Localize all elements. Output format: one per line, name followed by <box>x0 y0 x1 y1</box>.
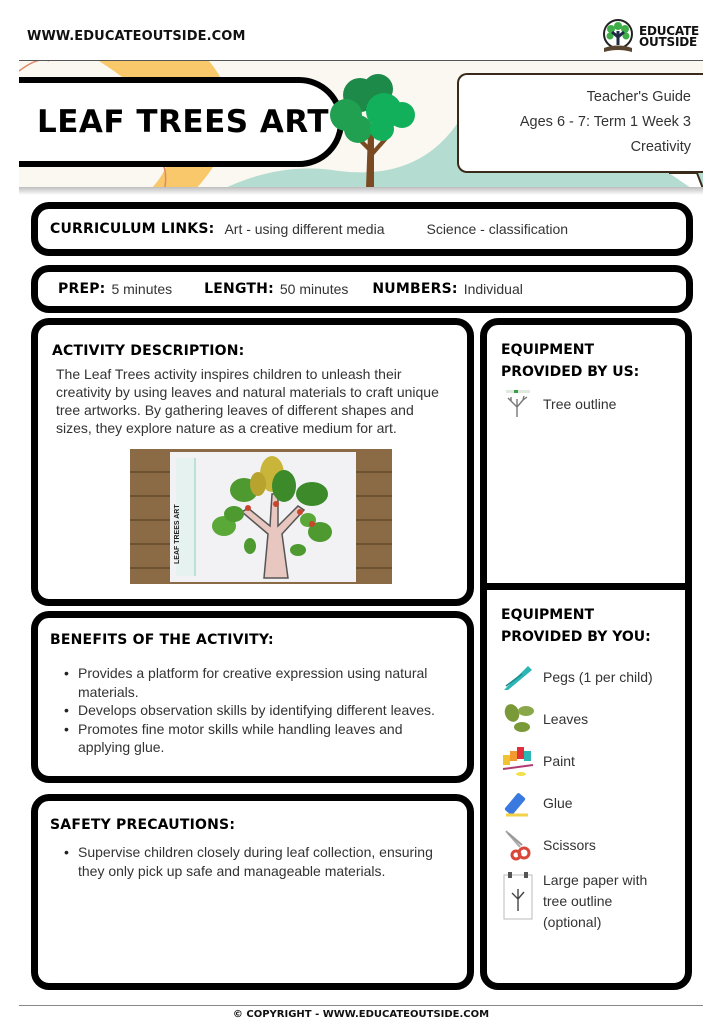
tree-book-logo-icon <box>601 19 635 55</box>
site-url[interactable]: WWW.EDUCATEOUTSIDE.COM <box>27 29 246 44</box>
benefits-title: BENEFITS OF THE ACTIVITY: <box>50 632 274 648</box>
list-item: • Promotes fine motor skills while handling leaves and applying glue. <box>64 720 453 757</box>
list-item: • Supervise children closely during leaf collection, ensuring they only pick up safe and manageable materials. <box>64 843 453 880</box>
guide-type: Teacher's Guide <box>586 89 691 105</box>
equipment-you-title: EQUIPMENT PROVIDED BY YOU: <box>501 607 651 645</box>
equipment-item: Pegs (1 per child) <box>501 660 675 694</box>
activity-example-photo <box>130 449 392 584</box>
curriculum-links-box <box>31 202 693 256</box>
subject: Creativity <box>630 139 691 155</box>
title-pill <box>19 77 344 167</box>
safety-title: SAFETY PRECAUTIONS: <box>50 817 236 833</box>
guide-info-bubble <box>457 73 703 173</box>
educate-outside-logo[interactable] <box>601 18 701 56</box>
copyright-notice[interactable]: © COPYRIGHT - WWW.EDUCATEOUTSIDE.COM <box>232 1009 490 1020</box>
tree-illustration-icon <box>322 73 422 188</box>
peg-icon <box>501 660 535 694</box>
list-item: • Provides a platform for creative expression using natural materials. <box>64 664 453 701</box>
logistics-box <box>31 265 693 313</box>
tree-outline-icon <box>501 387 535 421</box>
equipment-provided-by-us-box <box>480 318 692 590</box>
prep-label: PREP: <box>58 281 106 297</box>
equipment-us-title: EQUIPMENT PROVIDED BY US: <box>501 342 640 380</box>
curriculum-link-science: Science - classification <box>426 221 569 237</box>
equipment-item: Paint <box>501 744 675 778</box>
glue-icon <box>501 786 535 820</box>
numbers-value: Individual <box>463 281 523 297</box>
leaves-icon <box>501 702 535 736</box>
equipment-item: Large paper with tree outline (optional) <box>501 870 675 933</box>
curriculum-label: CURRICULUM LINKS: <box>50 221 215 237</box>
equipment-provided-by-you-box <box>480 583 692 990</box>
list-item: • Develops observation skills by identifying different leaves. <box>64 701 453 720</box>
equipment-item: Glue <box>501 786 675 820</box>
page-title: LEAF TREES ART <box>37 104 329 140</box>
equipment-item: Leaves <box>501 702 675 736</box>
sheet-title: LEAF TREES ART <box>174 504 181 564</box>
paper-icon <box>501 870 535 922</box>
prep-value: 5 minutes <box>111 281 173 297</box>
activity-description-box <box>31 318 474 606</box>
equipment-item: Scissors <box>501 828 675 862</box>
benefits-list <box>50 664 453 757</box>
length-label: LENGTH: <box>204 281 274 297</box>
page-header <box>0 0 722 60</box>
curriculum-link-art: Art - using different media <box>224 221 385 237</box>
numbers-label: NUMBERS: <box>372 281 458 297</box>
safety-list <box>50 843 453 880</box>
activity-description-text: The Leaf Trees activity inspires children to unleash their creativity by using leaves and natural materials to craft unique tree artworks. By gathering leaves of different shapes and sizes, they explore nature as a creative medium for art. <box>56 366 439 436</box>
leaf-tree-artwork-icon <box>202 454 352 582</box>
activity-description-title: ACTIVITY DESCRIPTION: <box>52 343 245 359</box>
banner-shadow <box>19 187 703 195</box>
equipment-item: Tree outline <box>501 387 675 421</box>
length-value: 50 minutes <box>279 281 349 297</box>
footer-divider <box>19 1005 703 1006</box>
paint-icon <box>501 744 535 778</box>
title-banner <box>19 61 703 191</box>
ages-term: Ages 6 - 7: Term 1 Week 3 <box>519 114 691 130</box>
scissors-icon <box>501 828 535 862</box>
paper-sheet <box>170 452 356 582</box>
logo-wordmark: EDUCATE OUTSIDE <box>639 24 700 49</box>
benefits-box <box>31 611 474 783</box>
safety-precautions-box <box>31 794 474 990</box>
